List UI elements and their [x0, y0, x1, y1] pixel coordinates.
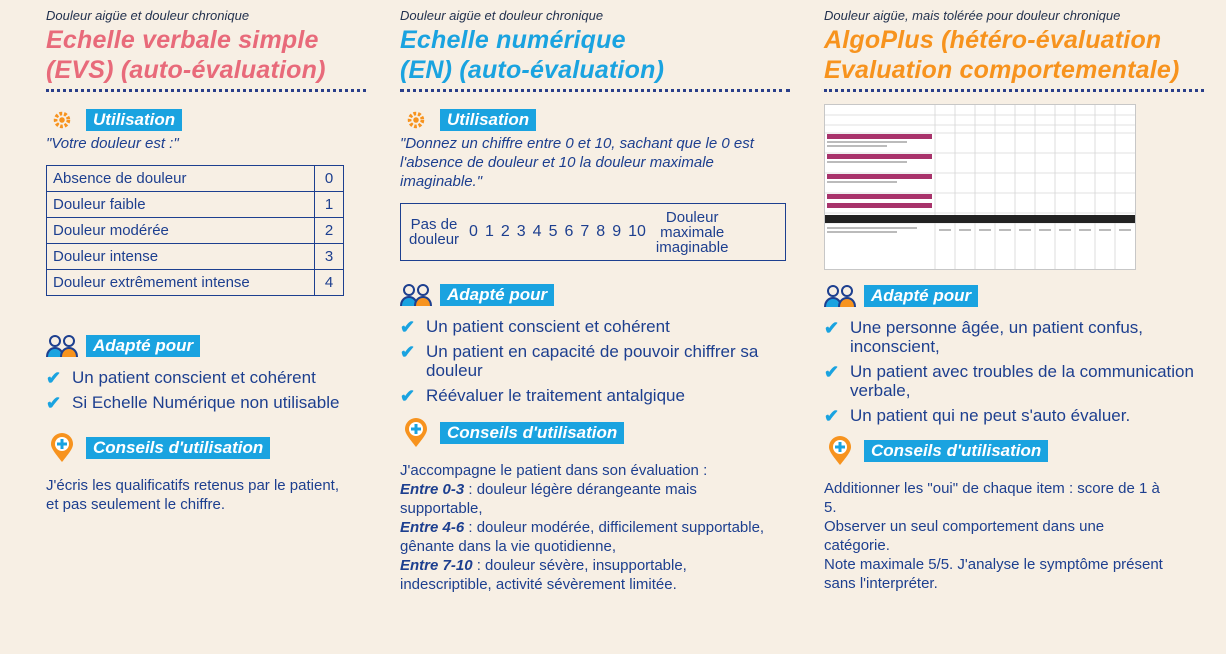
table-row [47, 270, 344, 296]
list-item [824, 318, 1194, 356]
scale-numbers [469, 223, 646, 241]
title-line-1: Echelle verbale simple [46, 26, 319, 54]
conseils-intro: J'accompagne le patient dans son évaluation : [400, 462, 708, 479]
conseils-text [824, 479, 1174, 593]
list-item-text: Un patient qui ne peut s'auto évaluer. [850, 406, 1131, 425]
list-item [400, 386, 790, 405]
scale-number: 1 [484, 223, 494, 240]
row-value: 1 [315, 192, 344, 218]
adapte-list [400, 317, 790, 405]
check-icon: ✔ [824, 362, 840, 382]
scale-right-line: Douleur [665, 208, 719, 226]
conseils-line: Note maximale 5/5. J'analyse le symptôme présent sans l'interpréter. [824, 556, 1163, 592]
scale-number: 5 [548, 223, 558, 240]
list-item [824, 362, 1194, 400]
patients-icon [46, 332, 78, 360]
kicker: Douleur aigüe et douleur chronique [46, 8, 250, 23]
dotted-divider [400, 89, 790, 92]
adapte-badge: Adapté pour [86, 335, 200, 357]
utilisation-badge: Utilisation [86, 109, 182, 131]
scale-number: 3 [516, 223, 526, 240]
list-item [400, 317, 790, 336]
evs-column [46, 8, 366, 514]
conseils-header [46, 434, 366, 462]
conseils-badge: Conseils d'utilisation [86, 437, 270, 459]
patients-icon [400, 281, 432, 309]
kicker: Douleur aigüe et douleur chronique [400, 8, 604, 23]
title-line-2: Evaluation comportementale) [824, 56, 1180, 84]
check-icon: ✔ [46, 393, 62, 413]
conseils-badge: Conseils d'utilisation [440, 422, 624, 444]
list-item [824, 406, 1194, 425]
row-label: Douleur faible [47, 192, 315, 218]
numeric-scale [400, 203, 786, 261]
utilisation-header [46, 106, 366, 134]
check-icon: ✔ [46, 368, 62, 388]
utilisation-badge: Utilisation [440, 109, 536, 131]
scale-left-line: douleur [409, 231, 460, 248]
list-item-text: Si Echelle Numérique non utilisable [72, 393, 340, 412]
adapte-header [400, 281, 790, 309]
list-item-text: Un patient avec troubles de la communication verbale, [850, 362, 1194, 400]
list-item-text: Une personne âgée, un patient confus, inconscient, [850, 318, 1143, 356]
row-value: 3 [315, 244, 344, 270]
adapte-header [824, 282, 1204, 310]
list-item-text: Un patient conscient et cohérent [426, 317, 670, 336]
scale-number: 7 [580, 223, 590, 240]
conseils-line: Observer un seul comportement dans une catégorie. [824, 518, 1105, 554]
scale-right-line: maximale [660, 223, 725, 241]
range-label: Entre 7-10 [400, 557, 473, 574]
conseils-badge: Conseils d'utilisation [864, 440, 1048, 462]
range-line [400, 556, 775, 594]
list-item-text: Réévaluer le traitement antalgique [426, 386, 685, 405]
patients-icon [824, 282, 856, 310]
range-line [400, 480, 775, 518]
kicker: Douleur aigüe, mais tolérée pour douleur chronique [824, 8, 1121, 23]
row-value: 4 [315, 270, 344, 296]
range-line [400, 518, 775, 556]
utilisation-text: "Donnez un chiffre entre 0 et 10, sachant que le 0 est l'absence de douleur et 10 la douleur maximale imaginable." [400, 135, 754, 190]
pin-plus-icon [824, 437, 856, 465]
pin-plus-icon [400, 419, 432, 447]
row-value: 0 [315, 166, 344, 192]
pin-plus-icon [46, 434, 78, 462]
utilisation-header [400, 106, 790, 134]
table-row [47, 244, 344, 270]
scale-left-line: Pas de [410, 216, 458, 233]
row-label: Douleur extrêmement intense [47, 270, 315, 296]
adapte-badge: Adapté pour [440, 284, 554, 306]
list-item [46, 393, 366, 412]
scale-right-label [656, 210, 729, 255]
check-icon: ✔ [400, 342, 416, 362]
scale-number: 8 [596, 223, 606, 240]
list-item [46, 368, 366, 387]
check-icon: ✔ [824, 318, 840, 338]
conseils-header [824, 437, 1204, 465]
list-item [400, 342, 790, 380]
list-item-text: Un patient conscient et cohérent [72, 368, 316, 387]
range-text: : douleur sévère, insupportable, indescriptible, activité sévèrement limitée. [400, 557, 687, 593]
en-column [400, 8, 790, 594]
scale-number: 0 [469, 223, 478, 240]
title-line-1: AlgoPlus (hétéro-évaluation [824, 26, 1162, 54]
utilisation-text: "Votre douleur est :" [46, 135, 179, 152]
list-item-text: Un patient en capacité de pouvoir chiffrer sa douleur [426, 342, 759, 380]
adapte-header [46, 332, 366, 360]
adapte-badge: Adapté pour [864, 285, 978, 307]
range-label: Entre 0-3 [400, 481, 465, 498]
algoplus-column [824, 8, 1204, 593]
adapte-list [46, 368, 366, 412]
conseils-text [400, 461, 775, 594]
scale-number: 9 [612, 223, 622, 240]
table-row [47, 166, 344, 192]
conseils-text: J'écris les qualificatifs retenus par le patient, et pas seulement le chiffre. [46, 477, 340, 513]
dotted-divider [46, 89, 366, 92]
range-text: : douleur légère dérangeante mais supportable, [400, 481, 697, 517]
scale-number: 4 [532, 223, 542, 240]
check-icon: ✔ [400, 386, 416, 406]
adapte-list [824, 318, 1194, 425]
scale-left-label [409, 217, 459, 247]
row-label: Absence de douleur [47, 166, 315, 192]
check-icon: ✔ [824, 406, 840, 426]
scale-number: 2 [500, 223, 510, 240]
row-value: 2 [315, 218, 344, 244]
dotted-divider [824, 89, 1204, 92]
conseils-header [400, 419, 790, 447]
title-line-1: Echelle numérique [400, 26, 626, 54]
gear-icon [46, 106, 78, 134]
table-row [47, 218, 344, 244]
title-line-2: (EVS) (auto-évaluation) [46, 56, 326, 84]
table-row [47, 192, 344, 218]
row-label: Douleur intense [47, 244, 315, 270]
evs-table [46, 165, 344, 296]
range-label: Entre 4-6 [400, 519, 465, 536]
range-text: : douleur modérée, difficilement supportable, gênante dans la vie quotidienne, [400, 519, 765, 555]
conseils-line: Additionner les "oui" de chaque item : score de 1 à 5. [824, 480, 1160, 516]
scale-right-line: imaginable [655, 238, 729, 256]
algoplus-form-thumbnail [824, 104, 1136, 270]
title-line-2: (EN) (auto-évaluation) [400, 56, 665, 84]
gear-icon [400, 106, 432, 134]
scale-number: 6 [564, 223, 574, 240]
check-icon: ✔ [400, 317, 416, 337]
scale-number: 10 [628, 223, 646, 240]
row-label: Douleur modérée [47, 218, 315, 244]
